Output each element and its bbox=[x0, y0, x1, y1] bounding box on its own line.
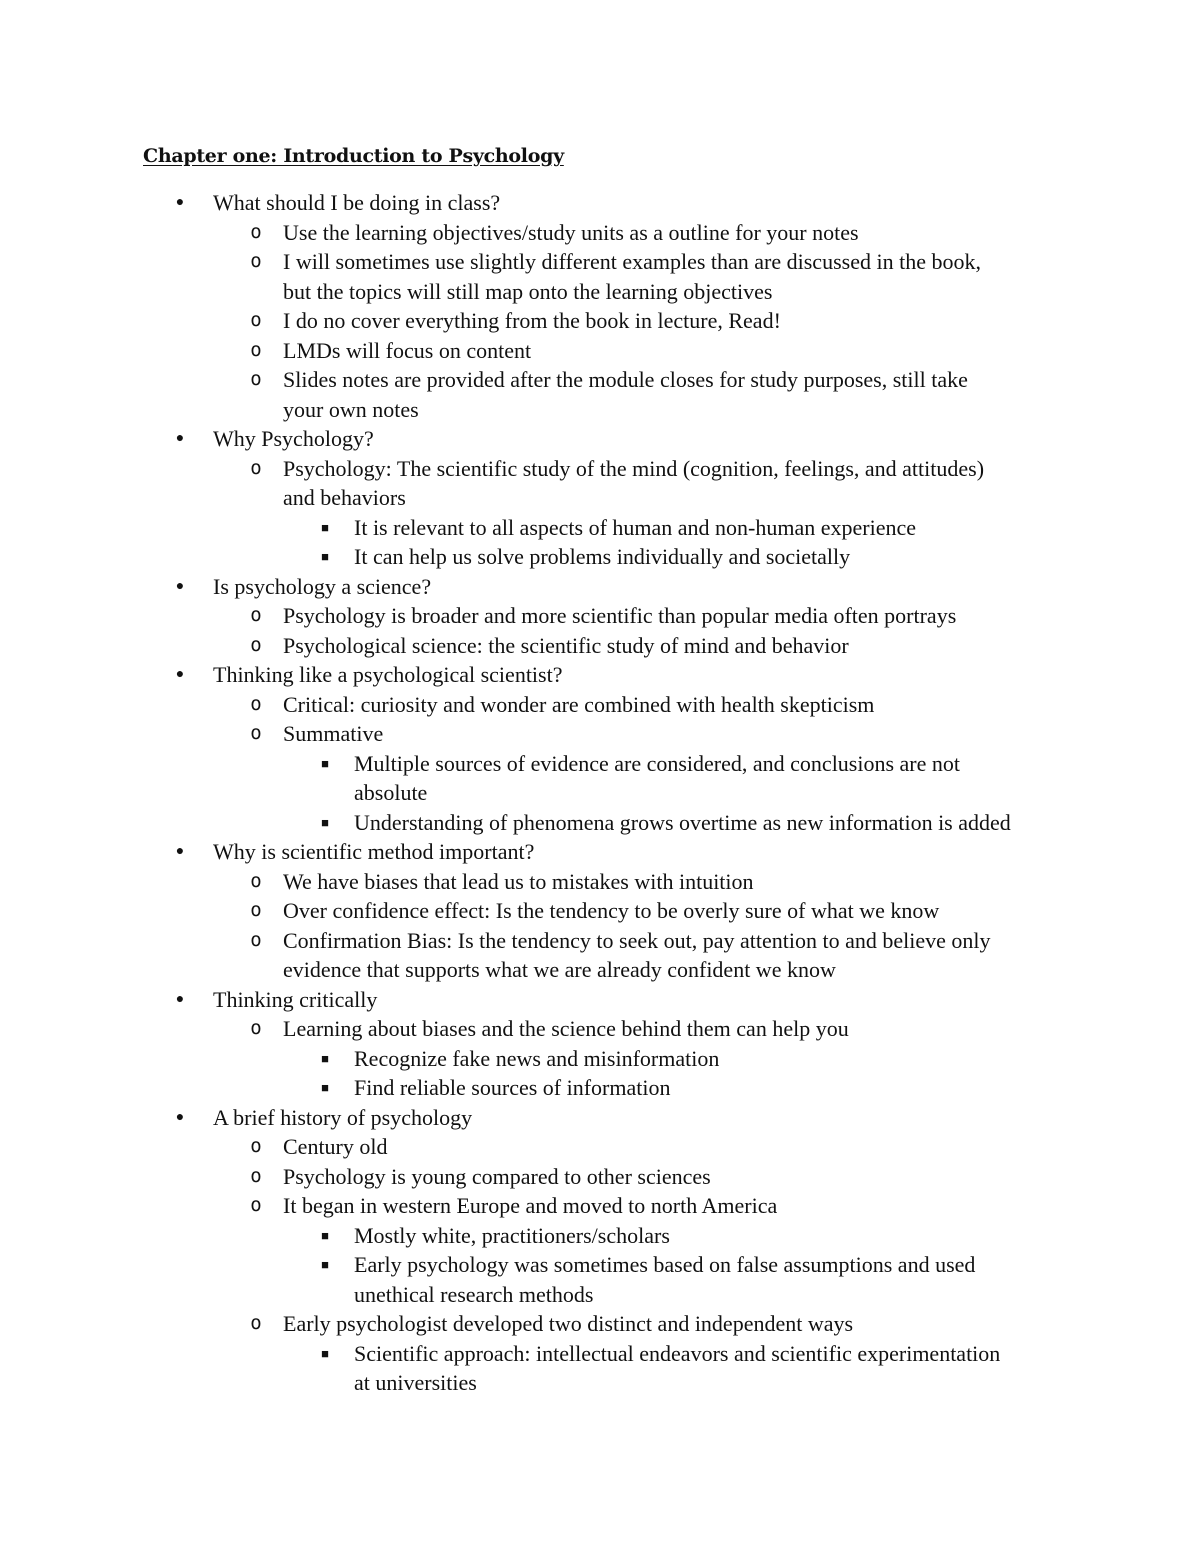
bullet-marker-level-3: ■ bbox=[321, 814, 329, 830]
bullet-marker-level-2: o bbox=[250, 250, 262, 272]
bullet-marker-level-1: ● bbox=[175, 431, 185, 446]
outline-item-text: Over confidence effect: Is the tendency to be overly sure of what we know bbox=[283, 898, 940, 923]
outline-item-text: Is psychology a science? bbox=[213, 573, 432, 599]
outline-item-text: Thinking critically bbox=[213, 986, 378, 1012]
outline-item-level-2 bbox=[0, 719, 1200, 749]
bullet-marker-level-2: o bbox=[250, 722, 262, 744]
outline-item-text: Use the learning objectives/study units as a outline for your notes bbox=[283, 219, 859, 245]
bullet-marker-level-3: ■ bbox=[321, 1257, 329, 1272]
outline-item-text: your own notes bbox=[283, 396, 419, 422]
outline-item-level-2 bbox=[0, 306, 1200, 336]
bullet-marker-level-3: ■ bbox=[321, 549, 329, 564]
bullet-marker-level-2: o bbox=[250, 1312, 262, 1334]
outline-item-level-2 bbox=[0, 336, 1200, 366]
bullet-marker-level-2: o bbox=[250, 1194, 262, 1216]
outline-item-level-2 bbox=[0, 454, 1200, 484]
outline-item-text: evidence that supports what we are already confident we know bbox=[283, 957, 836, 982]
bullet-marker-level-2: o bbox=[250, 1135, 262, 1157]
outline-item-continuation bbox=[0, 955, 1200, 985]
outline-item-text: Psychology is broader and more scientific than popular media often portrays bbox=[283, 603, 957, 628]
outline-item-continuation bbox=[0, 395, 1200, 425]
bullet-marker-level-2: o bbox=[250, 368, 262, 390]
outline-item-text: I will sometimes use slightly different examples than are discussed in the book, bbox=[283, 249, 981, 274]
outline-item-text: at universities bbox=[354, 1370, 477, 1395]
outline-list bbox=[0, 188, 1200, 1398]
outline-item-text: Scientific approach: intellectual endeavors and scientific experimentation bbox=[354, 1340, 1001, 1366]
outline-item-level-1 bbox=[0, 1103, 1200, 1133]
outline-item-level-1 bbox=[0, 572, 1200, 602]
outline-item-level-2 bbox=[0, 631, 1200, 661]
outline-item-level-2 bbox=[0, 1309, 1200, 1339]
outline-item-level-2 bbox=[0, 896, 1200, 926]
outline-item-level-2 bbox=[0, 365, 1200, 395]
outline-item-level-3 bbox=[0, 1221, 1200, 1251]
outline-item-text: A brief history of psychology bbox=[213, 1104, 473, 1130]
bullet-marker-level-2: o bbox=[250, 899, 262, 921]
outline-item-text: I do no cover everything from the book in lecture, Read! bbox=[283, 308, 781, 333]
bullet-marker-level-2: o bbox=[250, 456, 262, 479]
chapter-title: Chapter one: Introduction to Psychology bbox=[143, 145, 564, 167]
outline-item-continuation bbox=[0, 1368, 1200, 1398]
outline-item-level-1 bbox=[0, 424, 1200, 454]
bullet-marker-level-2: o bbox=[250, 1164, 262, 1187]
outline-item-text: We have biases that lead us to mistakes with intuition bbox=[283, 868, 754, 894]
outline-item-level-2 bbox=[0, 926, 1200, 956]
bullet-marker-level-3: ■ bbox=[321, 755, 329, 771]
outline-item-text: Thinking like a psychological scientist? bbox=[213, 662, 563, 687]
bullet-marker-level-2: o bbox=[250, 309, 262, 331]
outline-item-level-3 bbox=[0, 1073, 1200, 1103]
outline-item-level-1 bbox=[0, 837, 1200, 867]
bullet-marker-level-1: ● bbox=[175, 991, 185, 1007]
outline-item-text: Psychological science: the scientific study of mind and behavior bbox=[283, 632, 849, 658]
outline-item-level-2 bbox=[0, 867, 1200, 897]
outline-item-level-3 bbox=[0, 1339, 1200, 1369]
outline-item-text: unethical research methods bbox=[354, 1281, 594, 1307]
bullet-marker-level-2: o bbox=[250, 692, 262, 715]
bullet-marker-level-2: o bbox=[250, 1017, 262, 1039]
bullet-marker-level-1: ● bbox=[175, 578, 185, 594]
bullet-marker-level-2: o bbox=[250, 220, 262, 243]
outline-item-text: Learning about biases and the science behind them can help you bbox=[283, 1016, 849, 1041]
bullet-marker-level-1: ● bbox=[175, 195, 185, 210]
bullet-marker-level-2: o bbox=[250, 338, 262, 361]
outline-item-continuation bbox=[0, 778, 1200, 808]
outline-item-text: Recognize fake news and misinformation bbox=[354, 1045, 720, 1071]
outline-item-level-2 bbox=[0, 690, 1200, 720]
bullet-marker-level-2: o bbox=[250, 928, 262, 951]
bullet-marker-level-2: o bbox=[250, 869, 262, 892]
outline-item-continuation bbox=[0, 1280, 1200, 1310]
outline-item-level-3 bbox=[0, 1250, 1200, 1280]
outline-item-level-2 bbox=[0, 218, 1200, 248]
outline-item-text: Why Psychology? bbox=[213, 426, 374, 451]
bullet-marker-level-3: ■ bbox=[321, 1080, 329, 1095]
outline-item-text: Mostly white, practitioners/scholars bbox=[354, 1222, 670, 1248]
outline-item-text: Multiple sources of evidence are considered, and conclusions are not bbox=[354, 750, 961, 776]
outline-item-level-3 bbox=[0, 749, 1200, 779]
outline-item-text: LMDs will focus on content bbox=[283, 337, 532, 363]
outline-item-text: Century old bbox=[283, 1134, 388, 1159]
outline-item-level-2 bbox=[0, 247, 1200, 277]
outline-item-level-1 bbox=[0, 188, 1200, 218]
outline-item-text: but the topics will still map onto the learning objectives bbox=[283, 278, 773, 304]
outline-item-level-2 bbox=[0, 1014, 1200, 1044]
outline-item-text: Psychology: The scientific study of the mind (cognition, feelings, and attitudes) bbox=[283, 455, 985, 481]
outline-item-level-3 bbox=[0, 1044, 1200, 1074]
bullet-marker-level-3: ■ bbox=[321, 1227, 329, 1243]
outline-item-text: Understanding of phenomena grows overtime as new information is added bbox=[354, 809, 1011, 835]
outline-item-text: Slides notes are provided after the module closes for study purposes, still take bbox=[283, 367, 968, 392]
outline-item-level-2 bbox=[0, 1191, 1200, 1221]
outline-item-text: It began in western Europe and moved to north America bbox=[283, 1193, 778, 1218]
outline-item-text: Psychology is young compared to other sciences bbox=[283, 1163, 711, 1189]
outline-item-level-2 bbox=[0, 1162, 1200, 1192]
outline-item-text: Find reliable sources of information bbox=[354, 1075, 671, 1100]
outline-item-text: Confirmation Bias: Is the tendency to seek out, pay attention to and believe only bbox=[283, 927, 991, 953]
outline-item-text: Early psychology was sometimes based on false assumptions and used bbox=[354, 1252, 976, 1277]
outline-item-level-3 bbox=[0, 513, 1200, 543]
outline-item-text: It is relevant to all aspects of human and non-human experience bbox=[354, 514, 917, 540]
outline-item-text: absolute bbox=[354, 780, 428, 805]
outline-item-text: Early psychologist developed two distinct and independent ways bbox=[283, 1311, 854, 1336]
outline-item-text: It can help us solve problems individually and societally bbox=[354, 544, 851, 569]
outline-item-text: and behaviors bbox=[283, 485, 406, 510]
bullet-marker-level-2: o bbox=[250, 604, 262, 626]
bullet-marker-level-1: ● bbox=[175, 667, 185, 682]
bullet-marker-level-3: ■ bbox=[321, 1345, 329, 1361]
outline-item-text: Critical: curiosity and wonder are combined with health skepticism bbox=[283, 691, 875, 717]
outline-item-text: What should I be doing in class? bbox=[213, 190, 501, 215]
outline-item-level-3 bbox=[0, 542, 1200, 572]
bullet-marker-level-1: ● bbox=[175, 1109, 185, 1125]
outline-item-continuation bbox=[0, 483, 1200, 513]
outline-item-continuation bbox=[0, 277, 1200, 307]
outline-item-level-2 bbox=[0, 1132, 1200, 1162]
bullet-marker-level-1: ● bbox=[175, 844, 185, 859]
bullet-marker-level-3: ■ bbox=[321, 1050, 329, 1066]
outline-item-level-1 bbox=[0, 660, 1200, 690]
bullet-marker-level-2: o bbox=[250, 633, 262, 656]
outline-item-text: Summative bbox=[283, 721, 384, 746]
outline-item-level-1 bbox=[0, 985, 1200, 1015]
outline-item-level-2 bbox=[0, 601, 1200, 631]
outline-item-level-3 bbox=[0, 808, 1200, 838]
outline-item-text: Why is scientific method important? bbox=[213, 839, 535, 864]
bullet-marker-level-3: ■ bbox=[321, 519, 329, 535]
